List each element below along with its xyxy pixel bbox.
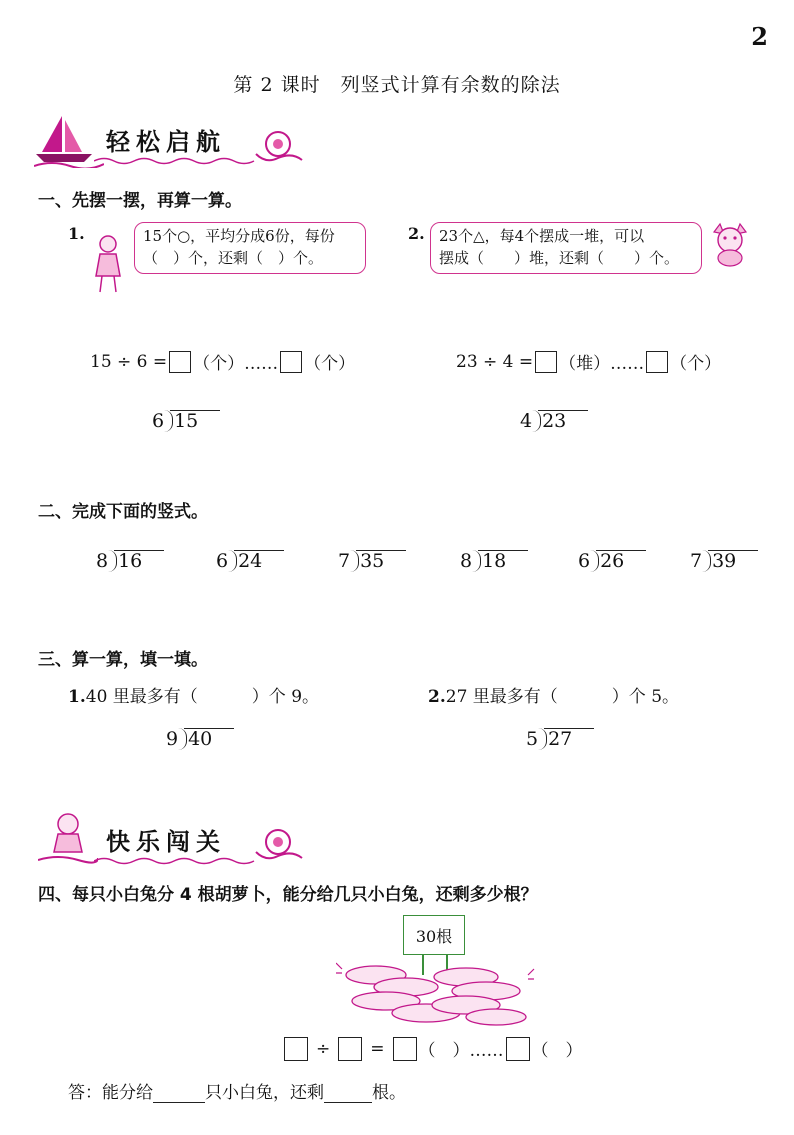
child-figure-icon (38, 810, 98, 866)
q1-equation (90, 349, 355, 374)
dividend: 40 (178, 728, 216, 750)
flower-swirl-icon (252, 818, 304, 864)
q2-number: 2. (408, 224, 425, 243)
s3-q2-number: 2. (428, 687, 446, 707)
q2-long-division[interactable] (520, 410, 570, 432)
s2-long-division-1[interactable] (96, 550, 146, 572)
dividend: 15 (164, 410, 202, 432)
q2-speech-bubble (430, 222, 702, 274)
banner-kuaile (34, 810, 304, 868)
s2-long-division-4[interactable] (460, 550, 510, 572)
divisor: 6 (578, 550, 591, 572)
s4-dividend-box[interactable] (284, 1037, 308, 1061)
s3-q1-number: 1. (68, 687, 86, 707)
cat-figure-icon (706, 222, 754, 268)
q1-quotient-box[interactable] (169, 351, 191, 373)
s3-q1-text-a: 40 里最多有（ (85, 687, 198, 707)
banner-title: 轻松启航 (106, 127, 226, 156)
s2-long-division-6[interactable] (690, 550, 740, 572)
s2-long-division-2[interactable] (216, 550, 266, 572)
q2-quotient-box[interactable] (535, 351, 557, 373)
dividend: 27 (538, 728, 576, 750)
dividend: 16 (108, 550, 146, 572)
s3-q1-long-division[interactable] (166, 728, 216, 750)
s4-divisor-box[interactable] (338, 1037, 362, 1061)
q2-bubble-line2: 摆成（ ）堆，还剩（ ）个。 (439, 249, 680, 267)
q1-long-division[interactable] (152, 410, 202, 432)
q1-eq-left: 15 ÷ 6 = (90, 351, 168, 372)
section2-heading: 二、完成下面的竖式。 (38, 502, 208, 522)
divisor: 9 (166, 728, 179, 750)
q2-eq-unit2: （个） (670, 354, 722, 374)
q1-bubble-line1: 15个○，平均分成6份，每份 (143, 227, 335, 245)
dividend: 23 (532, 410, 570, 432)
dividend: 35 (350, 550, 388, 572)
banner-title: 快乐闯关 (106, 827, 226, 856)
q2-eq-unit1: （堆）…… (559, 354, 645, 374)
q1-remainder-box[interactable] (280, 351, 302, 373)
divisor: 6 (152, 410, 165, 432)
q2-equation (456, 349, 721, 374)
s4-eq-sign: = (370, 1038, 385, 1059)
carrots-pile-icon (336, 955, 536, 1027)
s3-q2-text-a: 27 里最多有（ (445, 687, 558, 707)
divisor: 7 (338, 550, 351, 572)
s4-equation (282, 1036, 583, 1061)
s4-answer-a: 答：能分给 (68, 1083, 153, 1103)
s4-quotient-box[interactable] (393, 1037, 417, 1061)
flower-swirl-icon (252, 120, 304, 166)
dividend: 24 (228, 550, 266, 572)
dividend: 18 (472, 550, 510, 572)
carrot-count-sign: 30根 (403, 915, 465, 955)
lesson-title: 第 2 课时 列竖式计算有余数的除法 (233, 74, 561, 96)
q1-number: 1. (68, 224, 85, 243)
q1-eq-unit2: （个） (304, 354, 356, 374)
section4-heading: 四、每只小白兔分 4 根胡萝卜，能分给几只小白兔，还剩多少根？ (38, 885, 538, 905)
q2-bubble-line1: 23个△，每4个摆成一堆，可以 (439, 227, 645, 245)
divisor: 5 (526, 728, 539, 750)
s3-q1-text-b: ）个 9。 (251, 687, 320, 707)
s3-q2-line (428, 682, 679, 707)
s4-answer-line (68, 1078, 406, 1103)
s4-eq-part1: （ ）…… (418, 1041, 504, 1061)
s3-q2-long-division[interactable] (526, 728, 576, 750)
s4-rabbits-blank[interactable] (153, 1085, 205, 1103)
divisor: 6 (216, 550, 229, 572)
q2-eq-left: 23 ÷ 4 = (456, 351, 534, 372)
page-number: 2 (751, 22, 768, 51)
divisor: 8 (96, 550, 109, 572)
dividend: 39 (702, 550, 740, 572)
divisor: 7 (690, 550, 703, 572)
q2-remainder-box[interactable] (646, 351, 668, 373)
q1-speech-bubble (134, 222, 366, 274)
s4-div-sign: ÷ (316, 1038, 331, 1059)
divisor: 8 (460, 550, 473, 572)
q1-eq-unit1: （个）…… (193, 354, 279, 374)
section3-heading: 三、算一算，填一填。 (38, 650, 208, 670)
girl-figure-icon (86, 232, 130, 296)
s3-q1-line (68, 682, 319, 707)
banner-qingsong (34, 112, 304, 170)
dividend: 26 (590, 550, 628, 572)
s2-long-division-3[interactable] (338, 550, 388, 572)
s4-remainder-blank[interactable] (324, 1085, 372, 1103)
s2-long-division-5[interactable] (578, 550, 628, 572)
s4-eq-part2: （ ） (531, 1041, 583, 1061)
q1-bubble-line2: （ ）个，还剩（ ）个。 (143, 249, 324, 267)
s3-q2-text-b: ）个 5。 (611, 687, 680, 707)
divisor: 4 (520, 410, 533, 432)
s4-answer-b: 只小白兔，还剩 (205, 1083, 324, 1103)
section1-heading: 一、先摆一摆，再算一算。 (38, 191, 242, 211)
s4-answer-c: 根。 (372, 1083, 406, 1103)
s4-remainder-box[interactable] (506, 1037, 530, 1061)
